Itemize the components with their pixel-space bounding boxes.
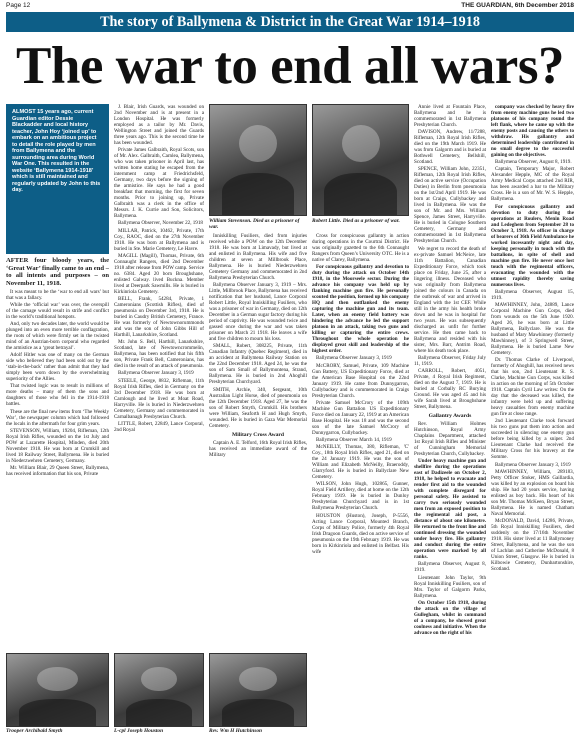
article-paragraph: MAWHINNEY, William, 289183, Petty Officer Stoker, HMS Gaillardia, was killed by an explosion on board his ship. He had 20 years service, having enlisted as boy back. His heart of his son Mr. Thomas McKeen, Bryan Street, Ballymena. He is named Chatham Naval Memorial. — [491, 468, 574, 517]
article-paragraph: Dr. Thomas Clarke of Liverpool, formerly of Ahoghill, has received news that his son, 2nd Lieutenant R. S. Clarke, Machine Gun Corps, was killed in action on the morning of 5th October 1918. Captain Cyril Law writes: On the day that the deceased was killed, the infantry were held up and suffering heavy casualties from enemy machine gun fire at close range. — [491, 357, 574, 418]
article-paragraph: Adolf Hitler was one of many on the German side who believed they had been sold out by the ‘stab-in-the-back’ rather than admit that they had simply been worn down by the overwhelming superiority of the Allies. — [6, 352, 109, 383]
photo-stevenson — [209, 104, 307, 216]
article-paragraph: MILLAR, Patrick, 10462, Private, 17th Coy., RAOC, died on the 27th November 1918. He was born at Ballymena and is buried in Ste. Marie Cemetery, Le Havre. — [114, 227, 204, 252]
article-paragraph: On October 15th 1918, during the attack on the village of Gullegham, whilst in command of a company, he showed great coolness and initiative. When the advance on the right of his — [414, 599, 486, 636]
caption-stevenson: William Stevenson. Died as a prisoner of war. — [209, 218, 300, 230]
article-paragraph: These are the final new items from ‘The Weekly War’, the newspaper column which had followed the locals in the aftermath for four grim years. — [6, 408, 109, 427]
article-paragraph: SMITH, Archie, 340, Sergeant, 10th Australian Light Horse, died of pneumonia on the 12th December 1918. Aged 27, he was the son of Robert Smyth, Cromkill. His brothers were William, Seaforth H and Hugh Smyth, wounded. He is buried in Gaza War Memorial Cemetery. — [209, 386, 307, 429]
article-paragraph: Ballymena Observer January 3, 1919 — [316, 355, 392, 362]
article-paragraph: It was meant to be the ‘war to end all wars’ but that was a fallacy. — [6, 288, 109, 301]
article-paragraph: Under heavy machine gun and shellfire during the operations east of Dadizeele on October 2, 1918, he helped to evacuate and render first aid to the wounded with complete disregard for personal safety. He assisted to carry two seriously wounded men from an exposed position to the regimental aid post, a distance of about one kilometre. He returned to the front line and continued dressing the wounded under heavy fire. His gallantry and conduct during the entire operation were marked by all ranks. — [414, 458, 486, 561]
article-paragraph: MAWHINNEY, John, 24889, Lance Corporal Machine Gun Corps, died from wounds on the 5th June 1920. Aged 26, he was born at Little Ballymena, Ballyclare. He was the husband of Mary Mawhinney (formerly Mawhinney), of 3 Springwell Street, Ballymena. He is buried Larne New Cemetery. — [491, 301, 574, 356]
article-paragraph: CARROLL, Robert, 4051, Private, 4 Royal Irish Regiment, died on the August 7, 1919. He is buried at Corbally RC Burying Ground. He was aged 45 and his wife Sarah lived at Broughshane Street, Ballymena. — [414, 367, 486, 410]
article-paragraph: Private Samuel McCrory of the 109th Machine Gun Battalion US Expeditionary Force died on January 22, 1919 at an American Base Hospital. He was 18 and was the second son of the late Samuel McCrory of Dunnygarron, Cullybackey. — [312, 399, 409, 436]
article-column-3 — [209, 233, 307, 652]
article-paragraph: J. Blair, Irish Guards, was wounded on 2nd November and is at present in a London Hospital. He was formerly employed as a tailor by Mr. Davis, Wellington Street and joined the Guards three years ago. This is the second time he has been wounded. — [114, 104, 204, 146]
photo-trooper-smyth — [6, 653, 109, 727]
article-paragraph: STEELE, George, 8832, Rifleman, 11th Royal Irish Rifles, died in Germany on the 3rd December 1918. He was born at Carnlough and he lived at Moat Road, Harryville. He is buried in Niederzwehren Cemetery, Germany and commemorated in Carnalbanagh Presbyterian Church. — [114, 377, 204, 420]
page-number: Page 12 — [6, 2, 31, 9]
headline: The war to end all wars? — [16, 37, 564, 95]
article-paragraph: Ballymena Observer, Friday July 11, 1919. — [414, 354, 486, 367]
article-paragraph: Private James Galbraith, Royal Scots, son of Mr. Alex. Galbraith, Carnlea, Ballymena, who was taken prisoner in April last, has written home stating he escaped from the internment camp at Friedrichsfeld, Germany, two days before the signing of the armistice. He says he had a good breakfast that morning, the first for seven months. Prior to joining up, Private Galbraith was a clerk in the office of Messrs. J. K. Currie and Son, Solicitors, Ballymena. — [114, 147, 204, 220]
article-paragraph: DAVISON, Andrew, 11/7288, Rifleman, 12th Royal Irish Rifles, died on the 19th March 1919. He was from Galgorm and is buried at Bothwell Cemetery, Bellshill, Scotland. — [414, 129, 486, 166]
article-paragraph: Mr. William Blair, 29 Queen Street, Ballymena, has received information that his son, Private — [6, 464, 109, 477]
section-subheading: Military Cross Award — [232, 431, 284, 438]
article-paragraph: Ballymena Observer January 3, 1919 — [495, 461, 571, 468]
photo-little — [312, 104, 409, 216]
article-column-4 — [312, 233, 409, 733]
series-banner: The story of Ballymena & District in the Great War 1914–1918 — [6, 12, 574, 32]
article-paragraph: SPENCE, William John, 22351, Rifleman, 12th Royal Irish Rifles, died on active service (Occupation Duties) in Berlin from pneumonia on the 1st/2nd April 1919. He was born at Craigs, Cullybackey and lived in Ballymena. He was the son of Mr. and Mrs. William Spence, James Street, Harryville. He is buried in Cologne Southern Cemetery, Germany and commemorated in 1st Ballymena Presbyterian Church. — [414, 166, 486, 245]
caption-little: Robert Little. Died as a prisoner of war. — [312, 218, 400, 224]
article-paragraph: BELL, Frank, 54284, Private, 1 Cameronians (Scottish Rifles), died of pneumonia on December 3rd, 1918. He is buried in Caudry British Cemetery, France. He was formerly of Newtownorummonds and was the son of John Gibbs Hill of Harthill, Lanarkshire, Scotland. — [114, 295, 204, 338]
article-paragraph: Mr. John S. Bell, Harthill, Lanarkshire, Scotland, late of Newtowncrommelin, Ballymena, has been notified that his fifth son, Private Frank Bell, Cameronians, has died in the result of an attack of pneumonia. — [114, 339, 204, 370]
article-paragraph: That twisted logic was to result in millions of more deaths – many of them the sons and daughters of those who fell in the 1914-1918 battles. — [6, 383, 109, 408]
caption-houston: L-cpl Joseph Houston — [114, 728, 164, 734]
article-paragraph: HOUSTON (Huston), Joseph, P-5556, Acting Lance Corporal, Mounted Branch, Corps of Military Police, formerly 4th Royal Irish Dragoon Guards, died on active service of pneumonia on the 19th February 1919. He was born in Kirkinriola and enlisted in Belfast. His wife — [312, 512, 409, 555]
page-folio — [6, 2, 574, 12]
article-paragraph: McDONALD, David, 14286, Private, 5th Royal Inniskilling Fusiliers, died suddenly on the 17/16th November 1918. His sister lived at 11 Ballymoney Street, Ballymena, and he was the son of Lachlan and Catherine McDonald, 8 Union Street, Glasgow. He is buried in Kilbowie Cemetery, Dunbartonshire, Scotland. — [491, 517, 574, 572]
photo-hutchinson — [209, 653, 307, 727]
article-paragraph: LITTLE, Robert, 22849, Lance Corporal, 2nd Royal — [114, 420, 204, 433]
article-paragraph: Inniskilling Fusiliers, died from injuries received while a POW on the 12th December 1918. He was born at Limavady, but lived at and enlisted in Ballymena. His wife and five children at seven at Millbrook Place, Ballymena. He is buried Niederzwehren Cemetery Germany and commemorated in 2nd Ballymena Presbyterian Church. — [209, 233, 307, 281]
caption-trooper-smyth: Trooper Archibald Smyth — [6, 728, 63, 734]
article-paragraph: Ballymena Observer January 3, 1919 – Mrs. Little, Millbrook Place, Ballymena has received notification that her husband, Lance Corporal Robert Little, Royal Inniskilling Fusiliers, who was a prisoner of war in Germany, died on 12th December in a German sugar factory during his period of captivity. He was wounded twice and gassed once during the war and was taken prisoner on March 21 1918. He leaves a wife and five children to mourn his loss. — [209, 282, 307, 343]
article-paragraph: STEVENSON, William, 19204, Rifleman, 12th Royal Irish Rifles, wounded on the 1st July and POW at Lazarette Hospital, Minden, died 20th November 1918. He was born at Crumkill and lived 18 Railway Street, Ballymena. He is buried in Niederzwehren Cemetery, Germany. — [6, 427, 109, 464]
article-paragraph: McNEILLY, Thomas, 380, Rifleman, 'C' Coy., 18th Royal Irish Rifles, aged 21, died on the 24 January 1919. He was the son of William and Elizabeth McNeilly, Braeroddy, Glarryford. He is buried in Ballyclare New Cemetery. — [312, 444, 409, 481]
article-paragraph: Captain, Temporary Major, Robert Alexander Hepple, MC of the Royal Army Medical Corps attached 2nd RIR, has been awarded a bar to the Military Cross. He is a son of Mr. W. S. Hepple, Ballymena. — [491, 166, 574, 203]
article-paragraph: Rev. William Holmes Hutchinson, Royal Army Chaplains Department, attached 1st Royal Irish Rifles and Minister of Cunningham Memorial Presbyterian Church, Cullybackey. — [414, 420, 486, 457]
article-paragraph: Ballymena Observer, August 15, 1919. — [491, 288, 574, 301]
article-paragraph: Ballymena Observer, August 8, 1919. — [495, 159, 572, 166]
article-paragraph: And, only two decades later, the world would be plunged into an even more terrible conflagration, the roots of which were firmly set in the twisted mind of an Austrian-born corporal who regarded the armistice as a ‘great betrayal’. — [6, 320, 109, 351]
article-paragraph: Ballymena Observer March 14, 1919 — [316, 436, 392, 443]
article-column-6 — [491, 104, 574, 733]
article-paragraph: Captain A. E. Telford, 16th Royal Irish Rifles, has received an immediate award of the Military — [209, 439, 307, 458]
caption-hutchinson: Rev. Wm H Hutchinson — [209, 728, 263, 734]
article-column-1 — [6, 257, 109, 652]
article-column-5 — [414, 104, 486, 733]
article-paragraph: Ballymena Observer January 3, 1919 — [118, 370, 194, 377]
article-paragraph: While the ‘official war’ was over, the overspill of the carnage would result in strife and conflict in the world’s traditional hotspots. — [6, 301, 109, 320]
article-paragraph: McCRORY, Samuel, Private, 109 Machine Gun Battery, US Expeditionary Force, died at the American Base Hospital on the 22nd January 1919. He came from Dunnygarron, Cullybackey and is commemorated in Craigs Presbyterian Church. — [312, 362, 409, 399]
article-paragraph: WILSON, John Hugh, 102865, Gunner, Royal Field Artillery, died at home on the 12th February 1919. He is buried in Dunloy Presbyterian Churchyard and is in 1st Ballymena Presbyterian Church. — [312, 481, 409, 512]
article-paragraph: AFTER four bloody years, the ‘Great War’ finally came to an end – to all intents and purposes – on November 11, 1918. — [6, 257, 109, 287]
photo-houston — [114, 653, 204, 727]
article-paragraph: Ballymena Observer, November 22, 1918 — [118, 220, 203, 227]
article-paragraph: 2nd Lieutenant Clarke took forward his two guns put them into action and succeeded in silencing one enemy gun before being killed by a sniper. 2nd Lieutenant Clarke had received the Military Cross for his bravery at the Somme. — [491, 418, 574, 461]
article-paragraph: Lieutenant John Taylor, 9th Royal Inniskilling Fusiliers, son of Mrs. Taylor of Galgorm Parks, Ballymena. — [414, 574, 486, 599]
article-paragraph: SMALL, Robert, 308225, Private, 11th Canadian Infantry (Quebec Regiment), died in an accident at Ballymena Railway Station on the 22nd December 1918. Aged 24, he was the son of Sam Small of Ballymontena, Strand, Ballymena. He is buried in 2nd Ahoghill Presbyterian Churchyard. — [209, 343, 307, 386]
publication-date: THE GUARDIAN, 6th December 2018 — [461, 2, 574, 9]
article-paragraph: Cross for conspicuous gallantry in action during operations in the Courtrai District. He was originally gazetted to the 6th Connaught Rangers from Queen’s University OTC. He is a native of Clarey, Ballymena. — [312, 233, 409, 263]
article-paragraph: MAGILL (Magill), Thomas, Private, 6th Connaught Rangers, died 2nd December 1918 after release from POW camp. Service no. 6384. Aged 20 born Broughshane, enlisted Galway. lived Buckna. Member lived at Deerpark Sawmills. He is buried in Kirkinriola Cemetery. — [114, 252, 204, 295]
section-subheading: Gallantry Awards — [428, 412, 472, 419]
article-paragraph: For conspicuous gallantry and devotion to duty during the attack on October 14th 1918, in the Moorseele sector. During the advance his company was held up by flanking machine gun fire. He personally scouted the position, formed up his company HQ and then outflanked the enemy capturing the machine gun and its team. Later, when an enemy field battery was hindering the advance he led the support platoon in an attack, taking two guns and killing or capturing the entire crews. Throughout the whole operation he displayed great skill and leadership of the highest order. — [312, 264, 409, 355]
article-paragraph: Annie lived at Fountain Place, Ballymena and he is commemorated in 1st Ballymena Presbyterian Church. — [414, 104, 486, 128]
article-paragraph: company was checked by heavy fire from enemy machine guns he led two platoons of his company round the left flank, where he came up with the enemy posts and causing the others to withdraw. His gallantry and determined leadership contributed in no small degree to the successful gaining on the objectives. — [491, 104, 574, 158]
article-column-2 — [114, 104, 204, 652]
intro-box: ALMOST 15 years ago, current Guardian editor Dessie Blackadder and local history teacher, John Hoy ‘joined up’ to embark on an ambitious project to detail the role played by men from Ballymena and the surrounding area during World War One. This resulted in the website ‘Ballymena 1914-1918’ which is still maintained and regularly updated by John to this day. — [6, 104, 109, 254]
article-paragraph: Ballymena Observer, August 8, 1919. — [414, 561, 486, 574]
article-paragraph: For conspicuous gallantry and devotion to duty during the operations at Roulers, Menin Road and Ledeghem from September 28 to October 3, 1918. As officer in charge of bearers of 36th Field Ambulance he worked incessantly night and day, keeping personally in touch with the battalions, in spite of shell and machine gun fire. He never once lost touch with the regimental officers, evacuating the wounded with the utmost rapidity thereby saving numerous lives. — [491, 203, 574, 288]
article-paragraph: We regret to record the death of ex-private Samuel McNeice, late 11th Battalion, Canadian Expeditionary Force, which took place on Friday, June 25, after a lingering illness. Deceased who was originally from Ballymena joined the colours in Canada on the outbreak of war and arrived in England with the 1st CEF. While still in the army his health broke down and he was in hospital for two years. He was subsequently discharged as unfit for further service. He then came back to Ballymena and resided with his sister, Mrs. Barr, Antrim Road, where his death took place. — [414, 245, 486, 354]
